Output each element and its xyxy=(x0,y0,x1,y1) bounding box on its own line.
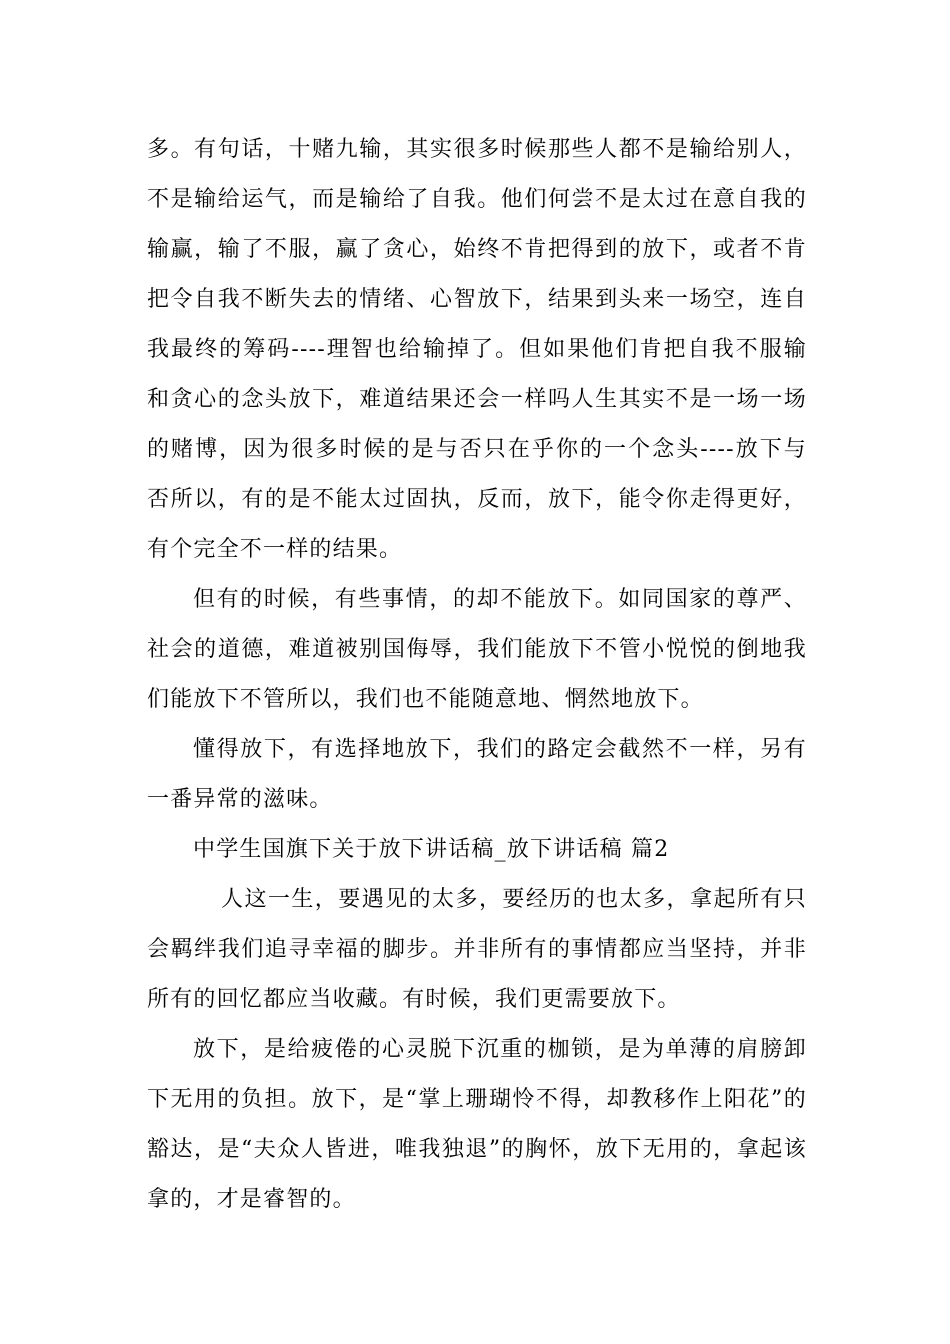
body-text-3 xyxy=(147,725,807,825)
body-text-4 xyxy=(147,875,807,1025)
paragraph-2: 但有的时候，有些事情，的却不能放下。如同国家的尊严、社会的道德，难道被别国侮辱，我们能放下不管小悦悦的倒地我们能放下不管所以，我们也不能随意地、惘然地放下。 xyxy=(147,587,807,712)
paragraph-5: 放下，是给疲倦的心灵脱下沉重的枷锁，是为单薄的肩膀卸下无用的负担。放下，是“掌上珊瑚怜不得，却教移作上阳花”的豁达，是“夫众人皆进，唯我独退”的胸怀，放下无用的，拿起该拿的，才是睿智的。 xyxy=(147,1037,807,1212)
section-heading-block xyxy=(147,825,807,875)
body-text-2 xyxy=(147,575,807,725)
body-text xyxy=(147,125,807,575)
paragraph-4: 人这一生，要遇见的太多，要经历的也太多，拿起所有只会羁绊我们追寻幸福的脚步。并非所有的事情都应当坚持，并非所有的回忆都应当收藏。有时候，我们更需要放下。 xyxy=(147,887,807,1012)
body-text-5 xyxy=(147,1025,807,1225)
paragraph-1: 多。有句话，十赌九输，其实很多时候那些人都不是输给别人，不是输给运气，而是输给了自我。他们何尝不是太过在意自我的输赢，输了不服，赢了贪心，始终不肯把得到的放下，或者不肯把令自我不断失去的情绪、心智放下，结果到头来一场空，连自我最终的筹码----理智也给输掉了。但如果他们肯把自我不服输和贪心的念头放下，难道结果还会一样吗人生其实不是一场一场的赌博，因为很多时候的是与否只在乎你的一个念头----放下与否所以，有的是不能太过固执，反而，放下，能令你走得更好，有个完全不一样的结果。 xyxy=(147,137,807,562)
paragraph-3: 懂得放下，有选择地放下，我们的路定会截然不一样，另有一番异常的滋味。 xyxy=(147,737,807,812)
section-heading: 中学生国旗下关于放下讲话稿_放下讲话稿 篇2 xyxy=(193,837,670,862)
